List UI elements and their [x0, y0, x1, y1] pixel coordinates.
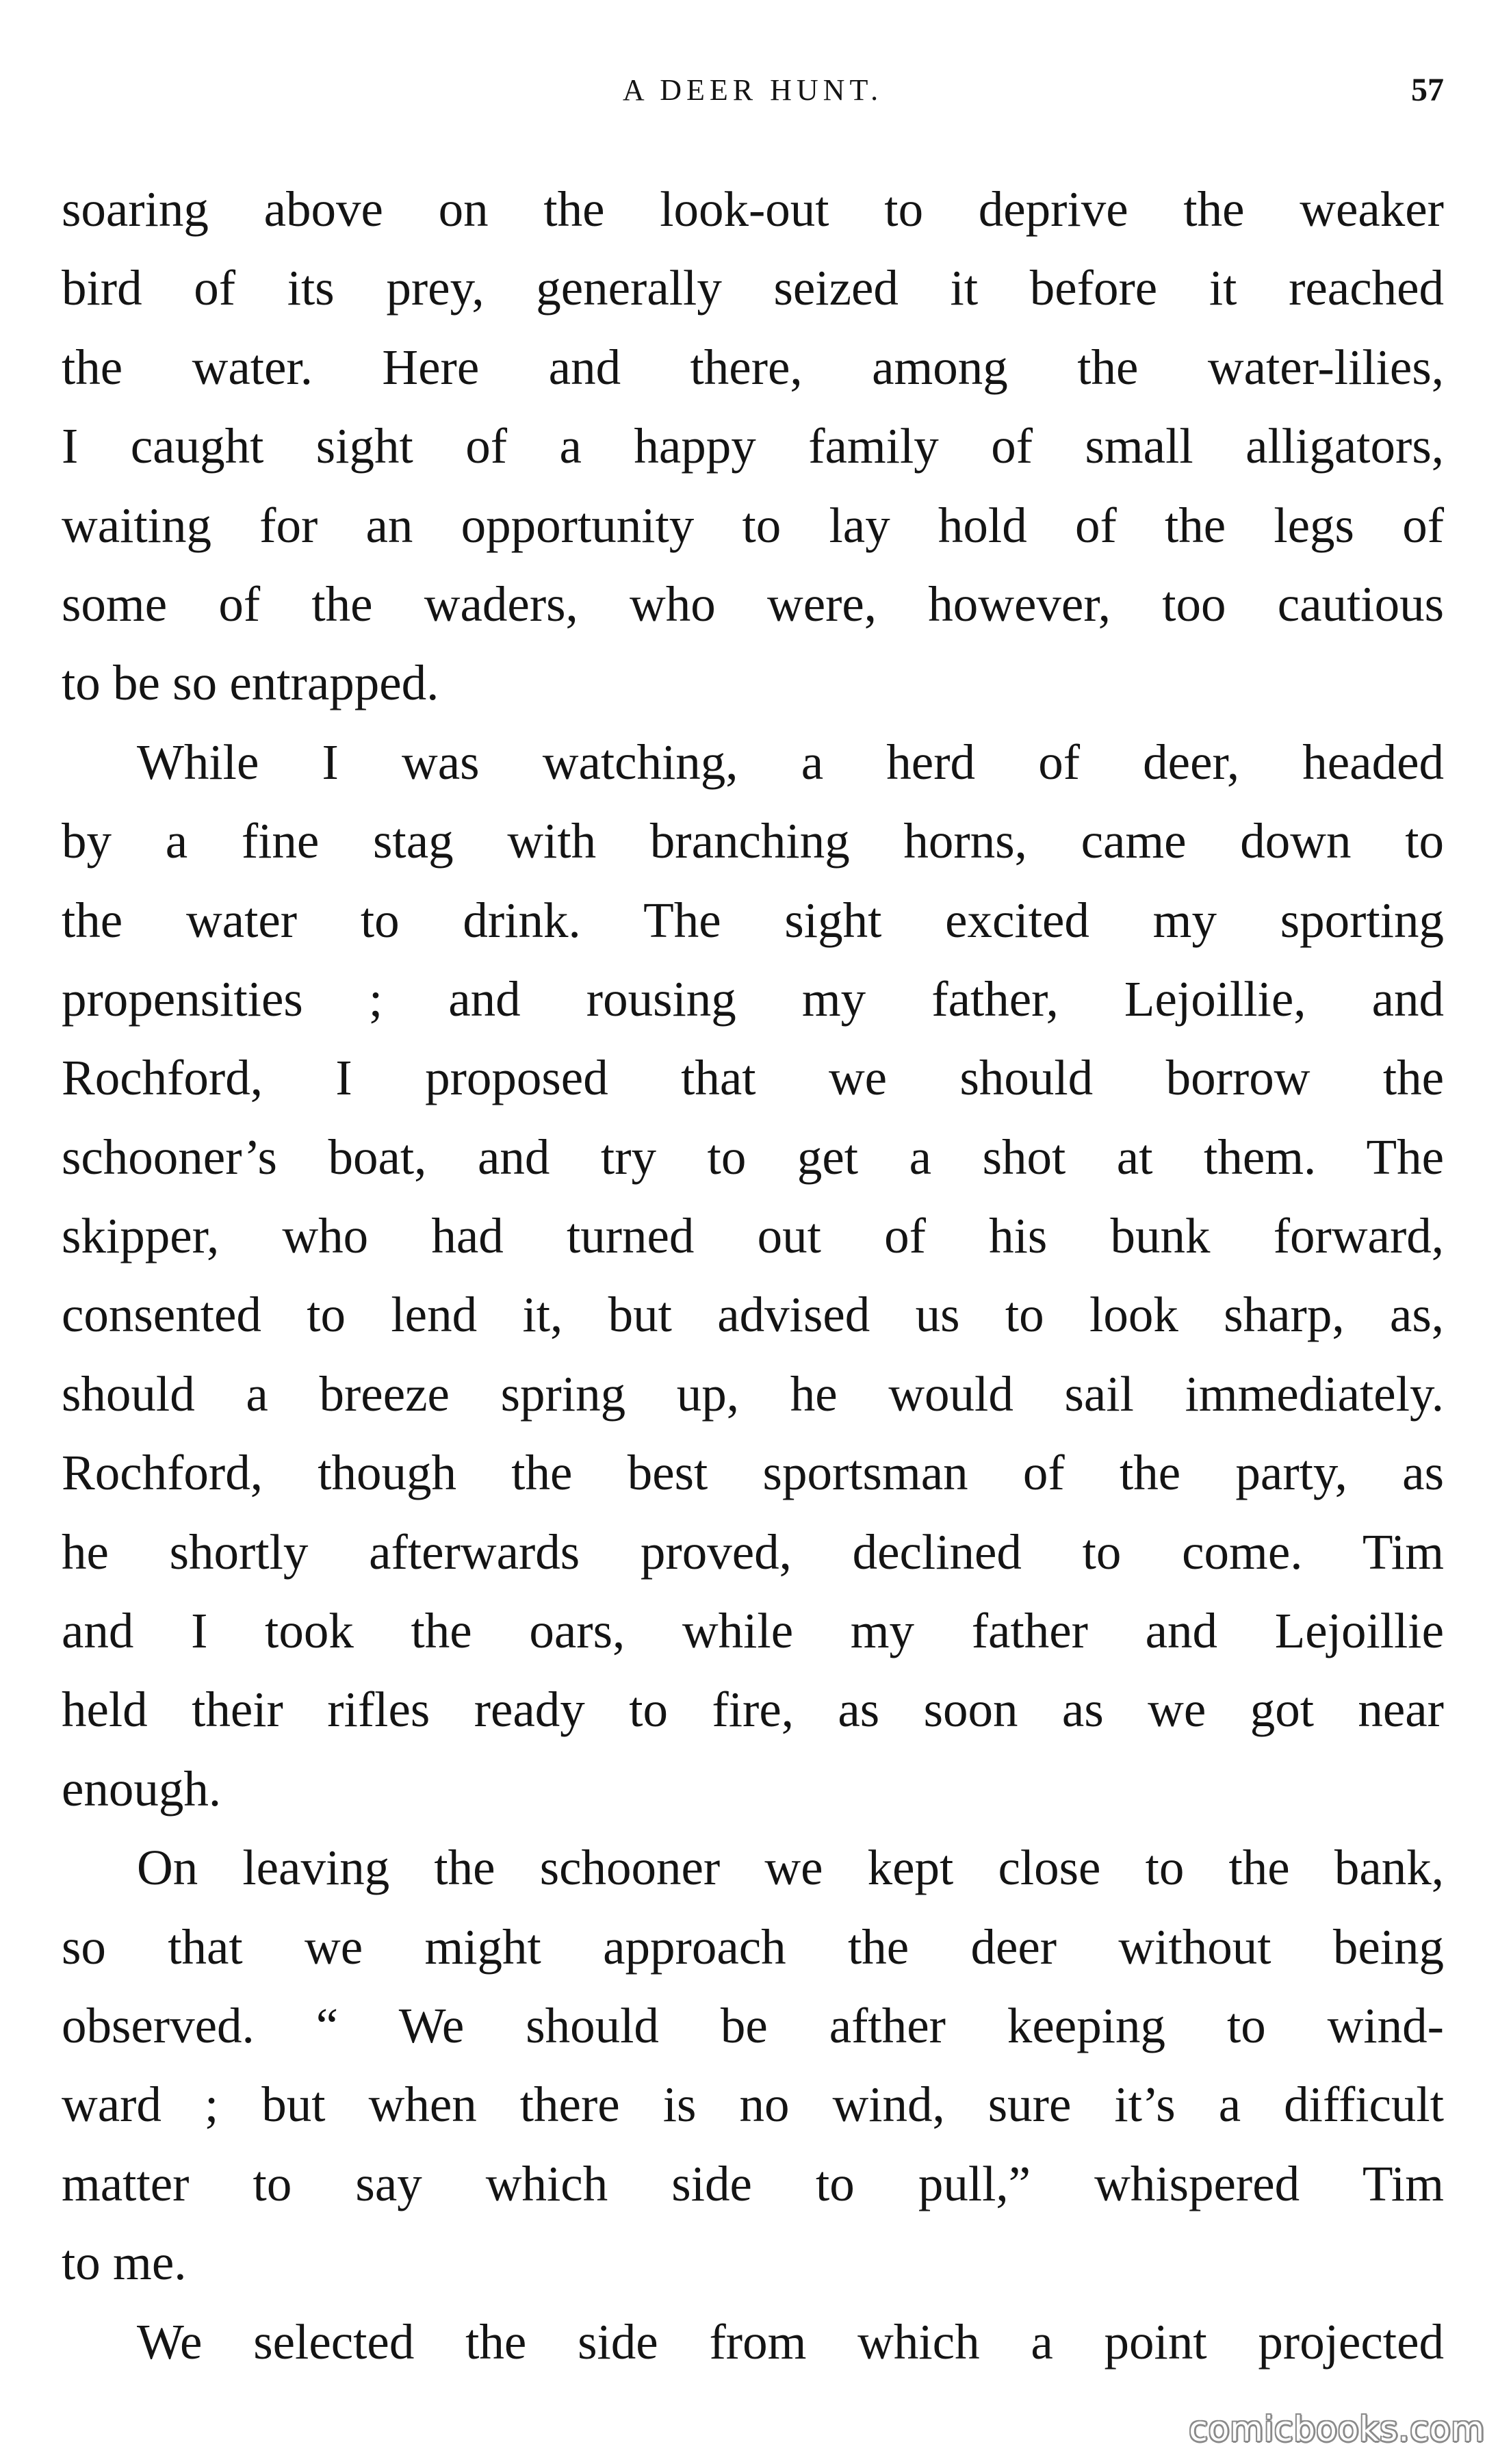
text-line: matter to say which side to pull,” whispered Tim [62, 2155, 1444, 2211]
text-line: propensities ; and rousing my father, Lejoillie, and [62, 971, 1444, 1027]
running-head [62, 63, 1444, 118]
running-title: A DEER HUNT. [622, 73, 883, 107]
text-line: some of the waders, who were, however, too cautious [62, 576, 1444, 632]
text-line: schooner’s boat, and try to get a shot at them. The [62, 1129, 1444, 1185]
text-line: the water to drink. The sight excited my sporting [62, 892, 1444, 948]
text-line: to be so entrapped. [62, 655, 439, 711]
text-line: We selected the side from which a point projected [137, 2313, 1444, 2370]
text-line: held their rifles ready to fire, as soon as we got near [62, 1682, 1444, 1738]
text-line: Rochford, I proposed that we should borrow the [62, 1050, 1444, 1106]
text-line: While I was watching, a herd of deer, headed [137, 734, 1444, 790]
text-line: enough. [62, 1760, 222, 1817]
text-line: ward ; but when there is no wind, sure it’s a difficult [62, 2077, 1444, 2133]
text-line: and I took the oars, while my father and Lejoillie [62, 1603, 1444, 1659]
text-line: skipper, who had turned out of his bunk forward, [62, 1208, 1444, 1264]
text-line: bird of its prey, generally seized it before it reached [62, 260, 1444, 316]
text-line: Rochford, though the best sportsman of the party, as [62, 1445, 1444, 1501]
text-line: waiting for an opportunity to lay hold of the legs of [62, 497, 1444, 553]
page-number: 57 [1411, 72, 1444, 108]
text-line: by a fine stag with branching horns, came down to [62, 813, 1444, 869]
watermark: comicbooks.com [1189, 2409, 1485, 2449]
body-text [62, 170, 1444, 2381]
text-line: so that we might approach the deer without being [62, 1918, 1444, 1975]
text-line: to me. [62, 2235, 187, 2291]
text-line: soaring above on the look-out to deprive the weaker [62, 181, 1444, 237]
text-line: the water. Here and there, among the water-lilies, [62, 339, 1444, 395]
text-line: On leaving the schooner we kept close to the bank, [137, 1840, 1444, 1896]
text-line: he shortly afterwards proved, declined to come. Tim [62, 1524, 1444, 1580]
text-line: consented to lend it, but advised us to look sharp, as, [62, 1287, 1444, 1343]
text-line: I caught sight of a happy family of small alligators, [62, 418, 1444, 474]
text-line: should a breeze spring up, he would sail immediately. [62, 1365, 1444, 1422]
text-line: observed. “ We should be afther keeping to wind- [62, 1997, 1444, 2053]
